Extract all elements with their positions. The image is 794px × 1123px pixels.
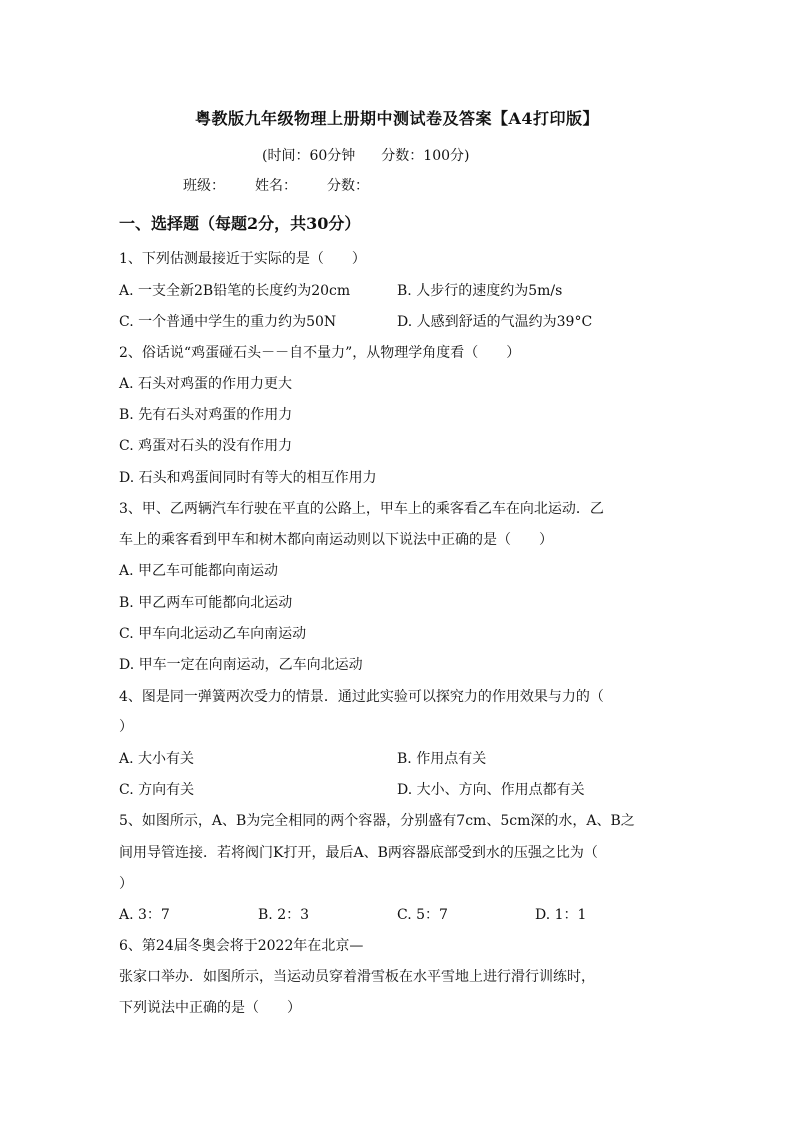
q4-option-c: C. 方向有关	[119, 782, 195, 798]
q5-option-a: A. 3：7	[119, 907, 170, 923]
q4-option-d: D. 大小、方向、作用点都有关	[397, 782, 585, 798]
q5-option-b: B. 2：3	[258, 907, 310, 923]
q1-option-c: C. 一个普通中学生的重力约为50N	[119, 314, 337, 330]
name-label: 姓名：	[255, 178, 297, 194]
q2-stem: 2、俗话说“鸡蛋碰石头－－自不量力”，从物理学角度看（ ）	[119, 345, 521, 361]
q1-option-d: D. 人感到舒适的气温约为39°C	[397, 314, 593, 330]
q3-option-c: C. 甲车向北运动乙车向南运动	[119, 626, 307, 642]
q3-stem-line2: 车上的乘客看到甲车和树木都向南运动则以下说法中正确的是（ ）	[119, 532, 553, 548]
q4-stem-line1: 4、图是同一弹簧两次受力的情景．通过此实验可以探究力的作用效果与力的（	[119, 689, 604, 705]
score-total-label: 分数：100分)	[381, 148, 470, 164]
q2-option-a: A. 石头对鸡蛋的作用力更大	[119, 376, 293, 392]
exam-meta	[262, 145, 495, 165]
q4-option-b: B. 作用点有关	[397, 751, 487, 767]
q5-option-c: C. 5：7	[397, 907, 448, 923]
q1-stem: 1、下列估测最接近于实际的是（ ）	[119, 251, 366, 267]
q6-stem-line1: 6、第24届冬奥会将于2022年在北京—	[119, 938, 364, 954]
q1-option-b: B. 人步行的速度约为5m/s	[397, 283, 563, 299]
q5-stem-line1: 5、如图所示，A、B为完全相同的两个容器，分别盛有7cm、5cm深的水，A、B之	[119, 813, 635, 829]
page-title: 粤教版九年级物理上册期中测试卷及答案【A4打印版】	[194, 109, 600, 128]
q5-stem-line2: 间用导管连接．若将阀门K打开，最后A、B两容器底部受到水的压强之比为（	[119, 845, 598, 861]
q5-option-d: D. 1：1	[535, 907, 587, 923]
section-heading: 一、选择题（每题2分，共30分）	[119, 214, 361, 233]
q3-stem-line1: 3、甲、乙两辆汽车行驶在平直的公路上，甲车上的乘客看乙车在向北运动．乙	[119, 501, 604, 517]
q2-option-b: B. 先有石头对鸡蛋的作用力	[119, 407, 293, 423]
time-label: (时间：60分钟	[262, 148, 356, 164]
q2-option-d: D. 石头和鸡蛋间同时有等大的相互作用力	[119, 470, 377, 486]
q6-stem-line3: 下列说法中正确的是（ ）	[119, 1000, 301, 1016]
q1-option-a: A. 一支全新2B铅笔的长度约为20cm	[119, 283, 351, 299]
q2-option-c: C. 鸡蛋对石头的没有作用力	[119, 438, 293, 454]
score-label: 分数：	[327, 178, 369, 194]
class-label: 班级：	[183, 178, 225, 194]
q4-stem-line2: ）	[119, 719, 133, 735]
q4-option-a: A. 大小有关	[119, 751, 195, 767]
q3-option-a: A. 甲乙车可能都向南运动	[119, 563, 279, 579]
q3-option-d: D. 甲车一定在向南运动，乙车向北运动	[119, 657, 363, 673]
q5-stem-line3: ）	[119, 876, 133, 892]
q6-stem-line2: 张家口举办．如图所示，当运动员穿着滑雪板在水平雪地上进行滑行训练时，	[119, 969, 595, 985]
student-info	[183, 175, 399, 195]
q3-option-b: B. 甲乙两车可能都向北运动	[119, 595, 293, 611]
